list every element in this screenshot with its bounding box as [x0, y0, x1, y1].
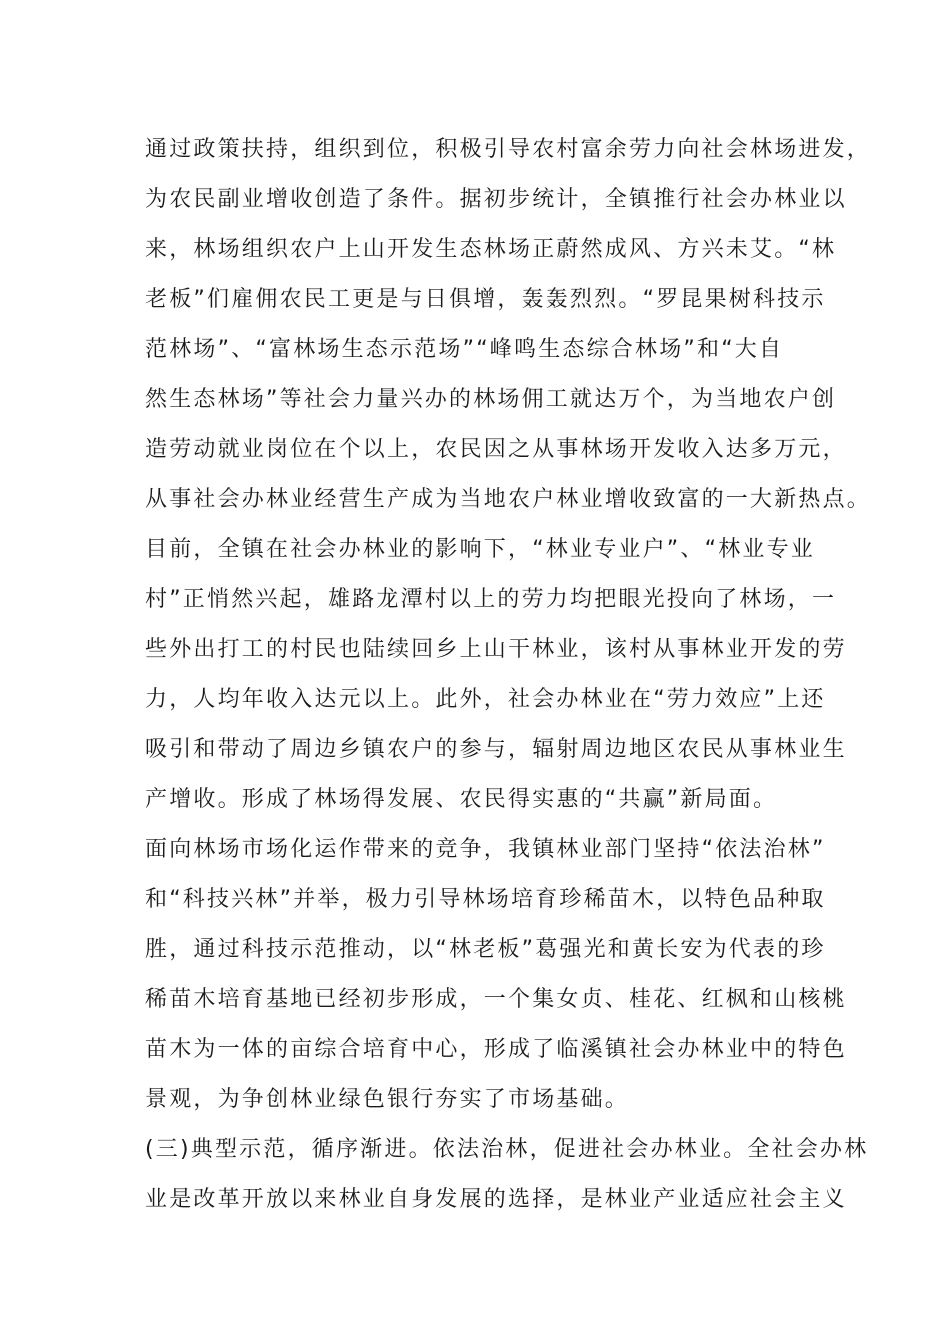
- text-line: 和“科技兴林”并举，极力引导林场培育珍稀苗木，以特色品种取: [145, 887, 826, 912]
- text-line: 范林场”、“富林场生态示范场”“峰鸣生态综合林场”和“大自: [145, 337, 784, 362]
- text-line: (三)典型示范，循序渐进。依法治林，促进社会办林业。全社会办林: [145, 1137, 869, 1162]
- text-line: 老板”们雇佣农民工更是与日俱增，轰轰烈烈。“罗昆果树科技示: [145, 287, 826, 312]
- text-line: 从事社会办林业经营生产成为当地农户林业增收致富的一大新热点。: [145, 487, 872, 512]
- text-line: 业是改革开放以来林业自身发展的选择，是林业产业适应社会主义: [145, 1187, 847, 1212]
- text-line: 通过政策扶持，组织到位，积极引导农村富余劳力向社会林场进发，: [145, 137, 872, 162]
- text-line: 力，人均年收入达元以上。此外，社会办林业在“劳力效应”上还: [145, 687, 826, 712]
- text-line: 些外出打工的村民也陆续回乡上山干林业，该村从事林业开发的劳: [145, 637, 847, 662]
- text-line: 来，林场组织农户上山开发生态林场正蔚然成风、方兴未艾。“林: [145, 237, 837, 262]
- text-line: 村”正悄然兴起，雄路龙潭村以上的劳力均把眼光投向了林场，一: [145, 587, 837, 612]
- text-line: 苗木为一体的亩综合培育中心，形成了临溪镇社会办林业中的特色: [145, 1037, 847, 1062]
- text-line: 为农民副业增收创造了条件。据初步统计，全镇推行社会办林业以: [145, 187, 847, 212]
- text-line: 面向林场市场化运作带来的竞争，我镇林业部门坚持“依法治林”: [145, 837, 826, 862]
- text-line: 造劳动就业岗位在个以上，农民因之从事林场开发收入达多万元，: [145, 437, 847, 462]
- text-line: 胜，通过科技示范推动，以“林老板”葛强光和黄长安为代表的珍: [145, 937, 826, 962]
- text-line: 景观，为争创林业绿色银行夯实了市场基础。: [145, 1087, 630, 1112]
- text-line: 然生态林场”等社会力量兴办的林场佣工就达万个，为当地农户创: [145, 387, 837, 412]
- text-line: 吸引和带动了周边乡镇农户的参与，辐射周边地区农民从事林业生: [145, 737, 847, 762]
- text-line: 稀苗木培育基地已经初步形成，一个集女贞、桂花、红枫和山核桃: [145, 987, 847, 1012]
- text-line: 产增收。形成了林场得发展、农民得实惠的“共赢”新局面。: [145, 787, 778, 812]
- text-line: 目前，全镇在社会办林业的影响下，“林业专业户”、“林业专业: [145, 537, 815, 562]
